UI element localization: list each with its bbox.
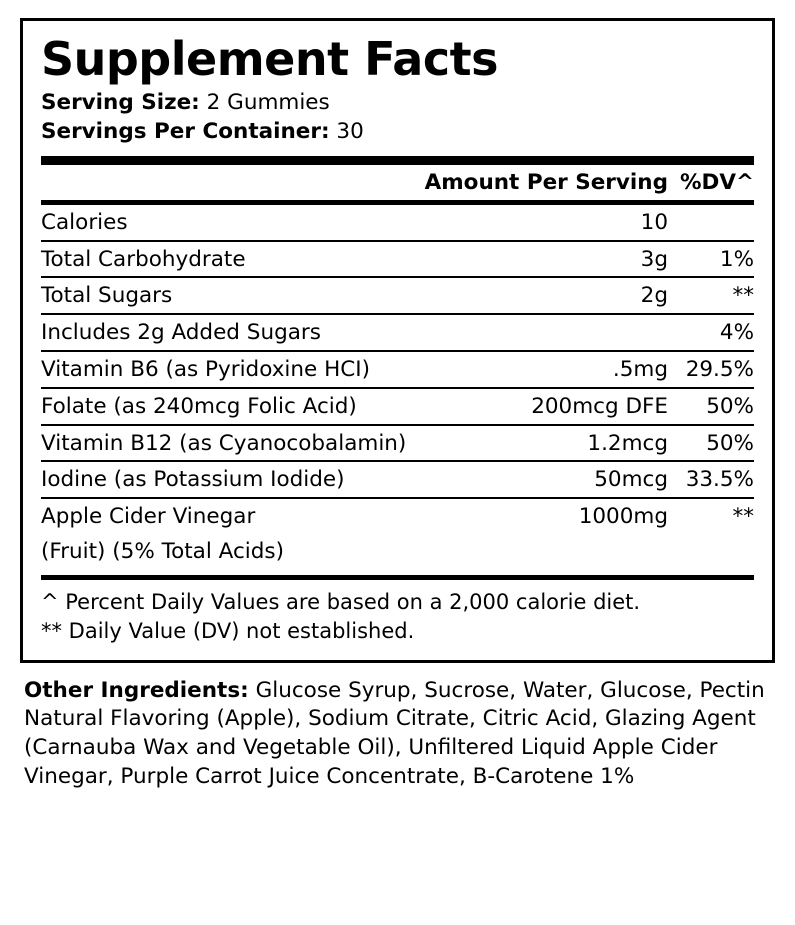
nutrient-name: Vitamin B6 (as Pyridoxine HCI): [41, 351, 497, 388]
nutrient-amount: .5mg: [497, 351, 668, 388]
column-header-amount: Amount Per Serving: [424, 170, 668, 196]
nutrition-table: [41, 165, 754, 200]
nutrient-dv: 33.5%: [668, 461, 754, 498]
nutrient-amount: 200mcg DFE: [497, 388, 668, 425]
thick-divider: [41, 156, 754, 165]
nutrient-dv: **: [668, 498, 754, 534]
nutrient-name: Vitamin B12 (as Cyanocobalamin): [41, 425, 497, 462]
page-title: Supplement Facts: [41, 32, 498, 86]
serving-size-line: [41, 89, 754, 117]
nutrient-name: Apple Cider Vinegar: [41, 498, 497, 534]
nutrient-dv: [668, 205, 754, 241]
nutrient-name: Total Sugars: [41, 277, 497, 314]
nutrient-name: Folate (as 240mcg Folic Acid): [41, 388, 497, 425]
table-row: [41, 314, 754, 351]
nutrient-amount-continuation: [497, 534, 668, 569]
nutrient-dv: 4%: [668, 314, 754, 351]
nutrient-dv: 50%: [668, 388, 754, 425]
table-row-continuation: [41, 534, 754, 569]
nutrient-name-continuation: (Fruit) (5% Total Acids): [41, 539, 285, 565]
table-row: [41, 241, 754, 278]
nutrient-name: Calories: [41, 209, 128, 235]
table-header-row: [41, 165, 754, 200]
table-row: [41, 388, 754, 425]
table-row: [41, 498, 754, 534]
supplement-facts-panel: [20, 18, 775, 663]
nutrition-rows: [41, 205, 754, 569]
nutrient-dv: 29.5%: [668, 351, 754, 388]
nutrient-name: Includes 2g Added Sugars: [41, 314, 497, 351]
nutrient-dv: 50%: [668, 425, 754, 462]
table-row: [41, 425, 754, 462]
other-ingredients: [20, 663, 775, 791]
other-ingredients-label: Other Ingredients:: [24, 677, 249, 703]
nutrient-amount: [497, 314, 668, 351]
table-row: [41, 351, 754, 388]
nutrient-amount: 3g: [497, 241, 668, 278]
nutrient-amount: 10: [640, 209, 668, 235]
servings-per-container-line: [41, 118, 754, 146]
nutrient-amount: 1.2mcg: [497, 425, 668, 462]
serving-size-label: Serving Size:: [41, 90, 200, 116]
nutrient-name: Total Carbohydrate: [41, 241, 497, 278]
nutrient-dv-continuation: [668, 534, 754, 569]
footnote-daily-value: ^ Percent Daily Values are based on a 2,000 calorie diet.: [41, 589, 641, 614]
servings-per-container-value: 30: [336, 118, 364, 144]
nutrient-dv: **: [668, 277, 754, 314]
nutrient-amount: 50mcg: [497, 461, 668, 498]
other-ingredients-text: Glucose Syrup, Sucrose, Water, Glucose, Pectin Natural Flavoring (Apple), Sodium Citrate, Citric Acid, Glazing Agent (Carnauba Wax and Vegetable Oil), Unfiltered Liquid Apple Cider Vinegar, Purple Carrot Juice Concentrate, B-Carotene 1%: [24, 677, 765, 789]
nutrient-amount: 1000mg: [497, 498, 668, 534]
footnote-dv-not-established: ** Daily Value (DV) not established.: [41, 618, 415, 643]
column-header-dv: %DV^: [679, 170, 754, 196]
table-row: [41, 461, 754, 498]
nutrient-amount: 2g: [497, 277, 668, 314]
table-row: [41, 205, 754, 241]
footnotes: [41, 580, 754, 646]
nutrient-dv: 1%: [668, 241, 754, 278]
serving-size-value: 2 Gummies: [206, 90, 330, 116]
nutrient-name: Iodine (as Potassium Iodide): [41, 461, 497, 498]
table-row: [41, 277, 754, 314]
servings-per-container-label: Servings Per Container:: [41, 118, 330, 144]
